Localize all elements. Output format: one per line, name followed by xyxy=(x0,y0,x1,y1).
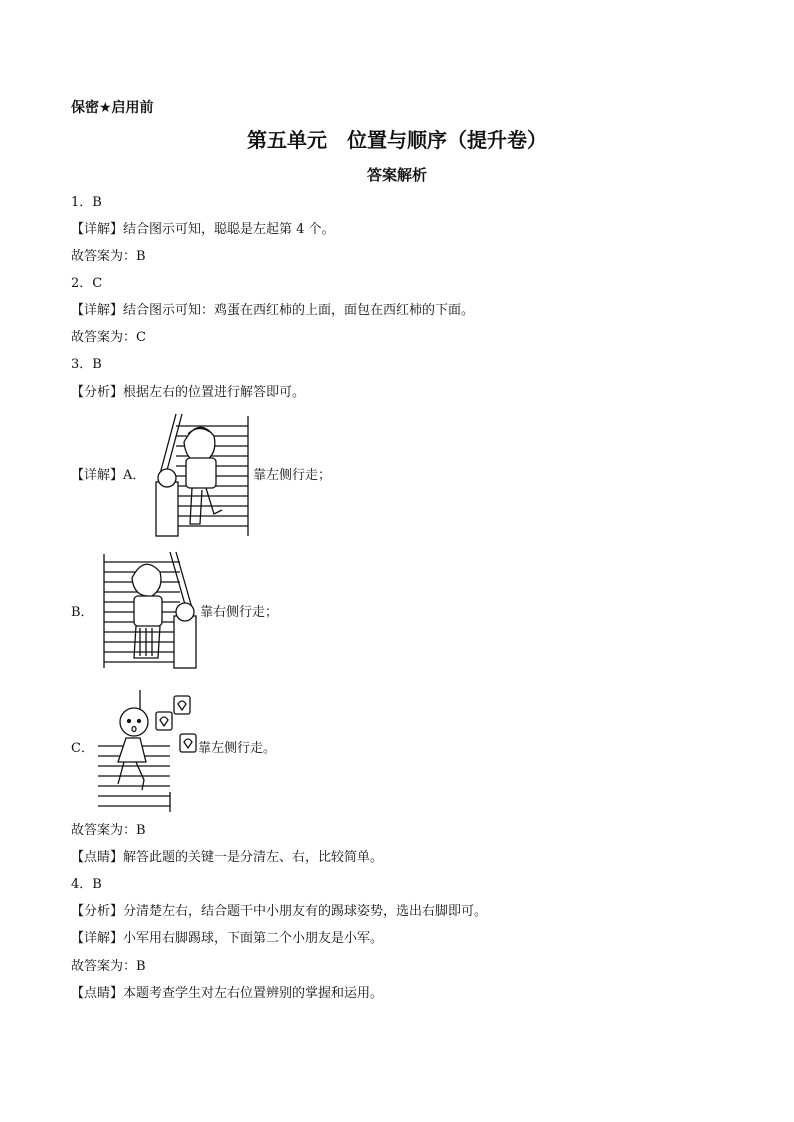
stairs-illustration-a xyxy=(152,412,252,538)
q3-conclusion: 故答案为：B xyxy=(71,823,146,838)
q4-key-point: 【点睛】本题考查学生对左右位置辨别的掌握和运用。 xyxy=(71,986,384,1001)
q4-answer: 4．B xyxy=(71,877,102,892)
q2-detail: 【详解】结合图示可知：鸡蛋在西红柿的上面，面包在西红柿的下面。 xyxy=(71,303,475,318)
secrecy-label: 保密★启用前 xyxy=(71,100,154,116)
q1-answer: 1．B xyxy=(71,195,102,210)
stairs-illustration-b xyxy=(100,550,200,670)
document-title: 第五单元 位置与顺序（提升卷） xyxy=(247,128,547,152)
q4-analysis: 【分析】分清楚左右，结合题干中小朋友有的踢球姿势，选出右脚即可。 xyxy=(71,904,488,919)
q3-option-b-text: 靠右侧行走； xyxy=(200,605,279,620)
q3-key-point: 【点睛】解答此题的关键一是分清左、右，比较简单。 xyxy=(71,850,384,865)
q3-answer: 3．B xyxy=(71,357,102,372)
answer-analysis-heading: 答案解析 xyxy=(366,166,427,184)
q4-conclusion: 故答案为：B xyxy=(71,959,146,974)
q3-option-b-label: B． xyxy=(71,605,94,620)
q1-detail: 【详解】结合图示可知，聪聪是左起第 4 个。 xyxy=(71,222,335,237)
stairs-illustration-c xyxy=(96,688,202,812)
q3-option-c-label: C． xyxy=(71,741,94,756)
q3-analysis: 【分析】根据左右的位置进行解答即可。 xyxy=(71,385,306,400)
q2-conclusion: 故答案为：C xyxy=(71,330,146,345)
q1-conclusion: 故答案为：B xyxy=(71,249,146,264)
q2-answer: 2．C xyxy=(71,276,103,291)
q3-option-a-text: 靠左侧行走； xyxy=(253,468,332,483)
q3-option-a-label: 【详解】A． xyxy=(71,468,146,483)
q3-option-c-text: 靠左侧行走。 xyxy=(198,741,277,756)
q4-detail: 【详解】小军用右脚踢球，下面第二个小朋友是小军。 xyxy=(71,931,384,946)
